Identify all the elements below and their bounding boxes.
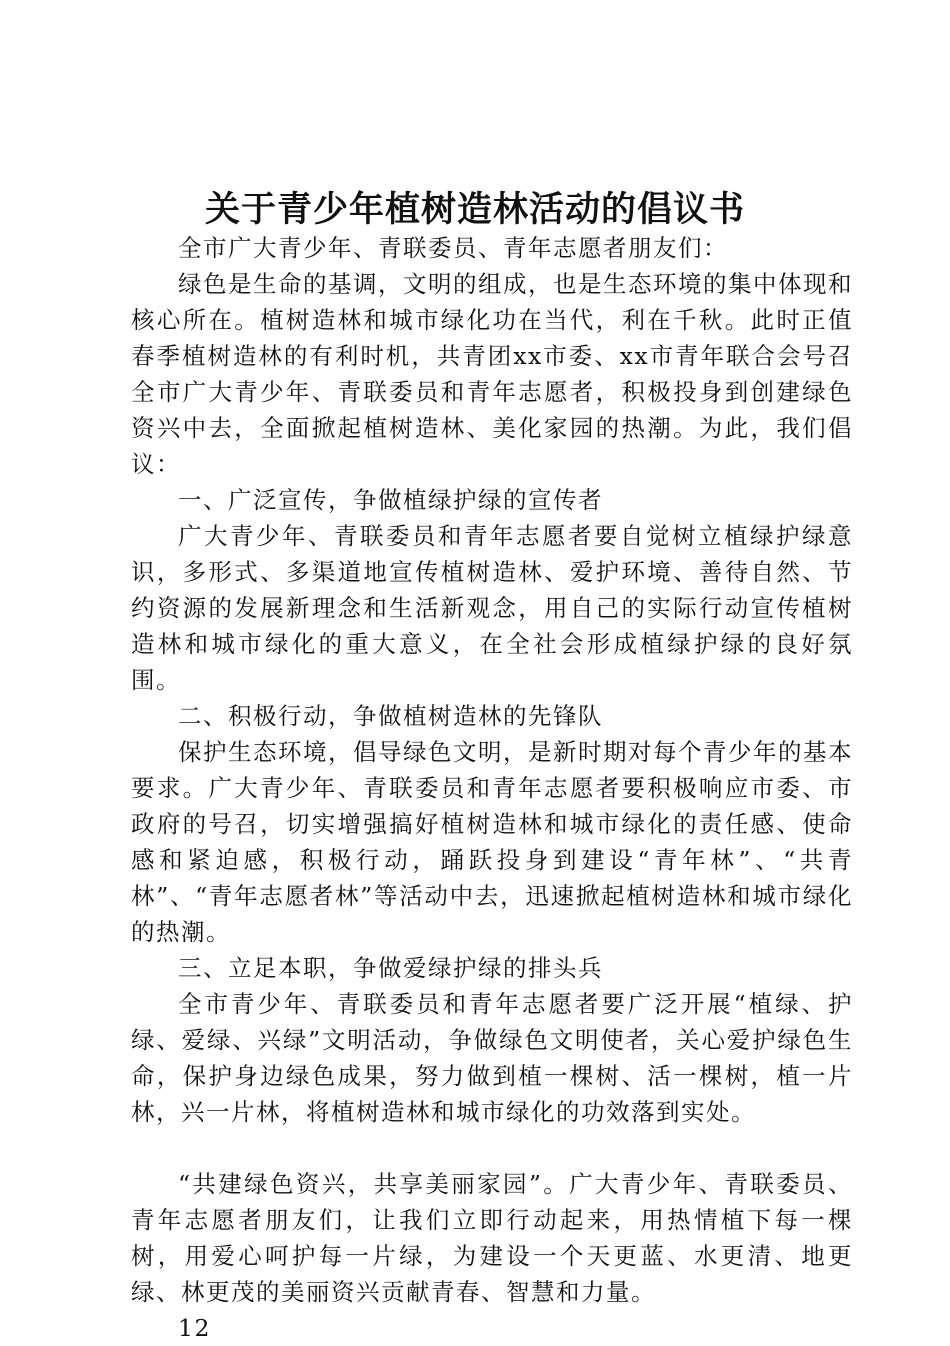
section-2-heading: 二、积极行动，争做植树造林的先锋队 — [178, 702, 603, 730]
section-2-text: 保护生态环境，倡导绿色文明，是新时期对每个青少年的基本要求。广大青少年、青联委员和青年志愿者要积极响应市委、市政府的号召，切实增强搞好植树造林和城市绿化的责任感、使命感和紧迫感，积极行动，踊跃投身到建设“青年林”、“共青林”、“青年志愿者林”等活动中去，迅速掀起植树造林和城市绿化的热潮。 — [131, 738, 853, 946]
document-body — [131, 230, 853, 1346]
page-number: 12 — [178, 1314, 211, 1342]
closing-paragraph: “共建绿色资兴，共享美丽家园”。广大青少年、青联委员、青年志愿者朋友们，让我们立即行动起来，用热情植下每一棵树，用爱心呵护每一片绿，为建设一个天更蓝、水更清、地更绿、林更茂的美丽资兴贡献青春、智慧和力量。 — [131, 1170, 853, 1306]
section-1-text: 广大青少年、青联委员和青年志愿者要自觉树立植绿护绿意识，多形式、多渠道地宣传植树造林、爱护环境、善待自然、节约资源的发展新理念和生活新观念，用自己的实际行动宣传植树造林和城市绿化的重大意义，在全社会形成植绿护绿的良好氛围。 — [131, 522, 853, 694]
section-3-text: 全市青少年、青联委员和青年志愿者要广泛开展“植绿、护绿、爱绿、兴绿”文明活动，争做绿色文明使者，关心爱护绿色生命，保护身边绿色成果，努力做到植一棵树、活一棵树，植一片林，兴一片林，将植树造林和城市绿化的功效落到实处。 — [131, 990, 853, 1126]
section-3-heading: 三、立足本职，争做爱绿护绿的排头兵 — [178, 954, 603, 982]
salutation: 全市广大青少年、青联委员、青年志愿者朋友们： — [178, 234, 728, 262]
intro-paragraph: 绿色是生命的基调，文明的组成，也是生态环境的集中体现和核心所在。植树造林和城市绿化功在当代，利在千秋。此时正值春季植树造林的有利时机，共青团xx市委、xx市青年联合会号召全市广大青少年、青联委员和青年志愿者，积极投身到创建绿色资兴中去，全面掀起植树造林、美化家园的热潮。为此，我们倡议： — [131, 270, 853, 478]
paragraph-gap — [131, 1130, 853, 1166]
document-title: 关于青少年植树造林活动的倡议书 — [204, 189, 745, 230]
section-1-heading: 一、广泛宣传，争做植绿护绿的宣传者 — [178, 486, 603, 514]
